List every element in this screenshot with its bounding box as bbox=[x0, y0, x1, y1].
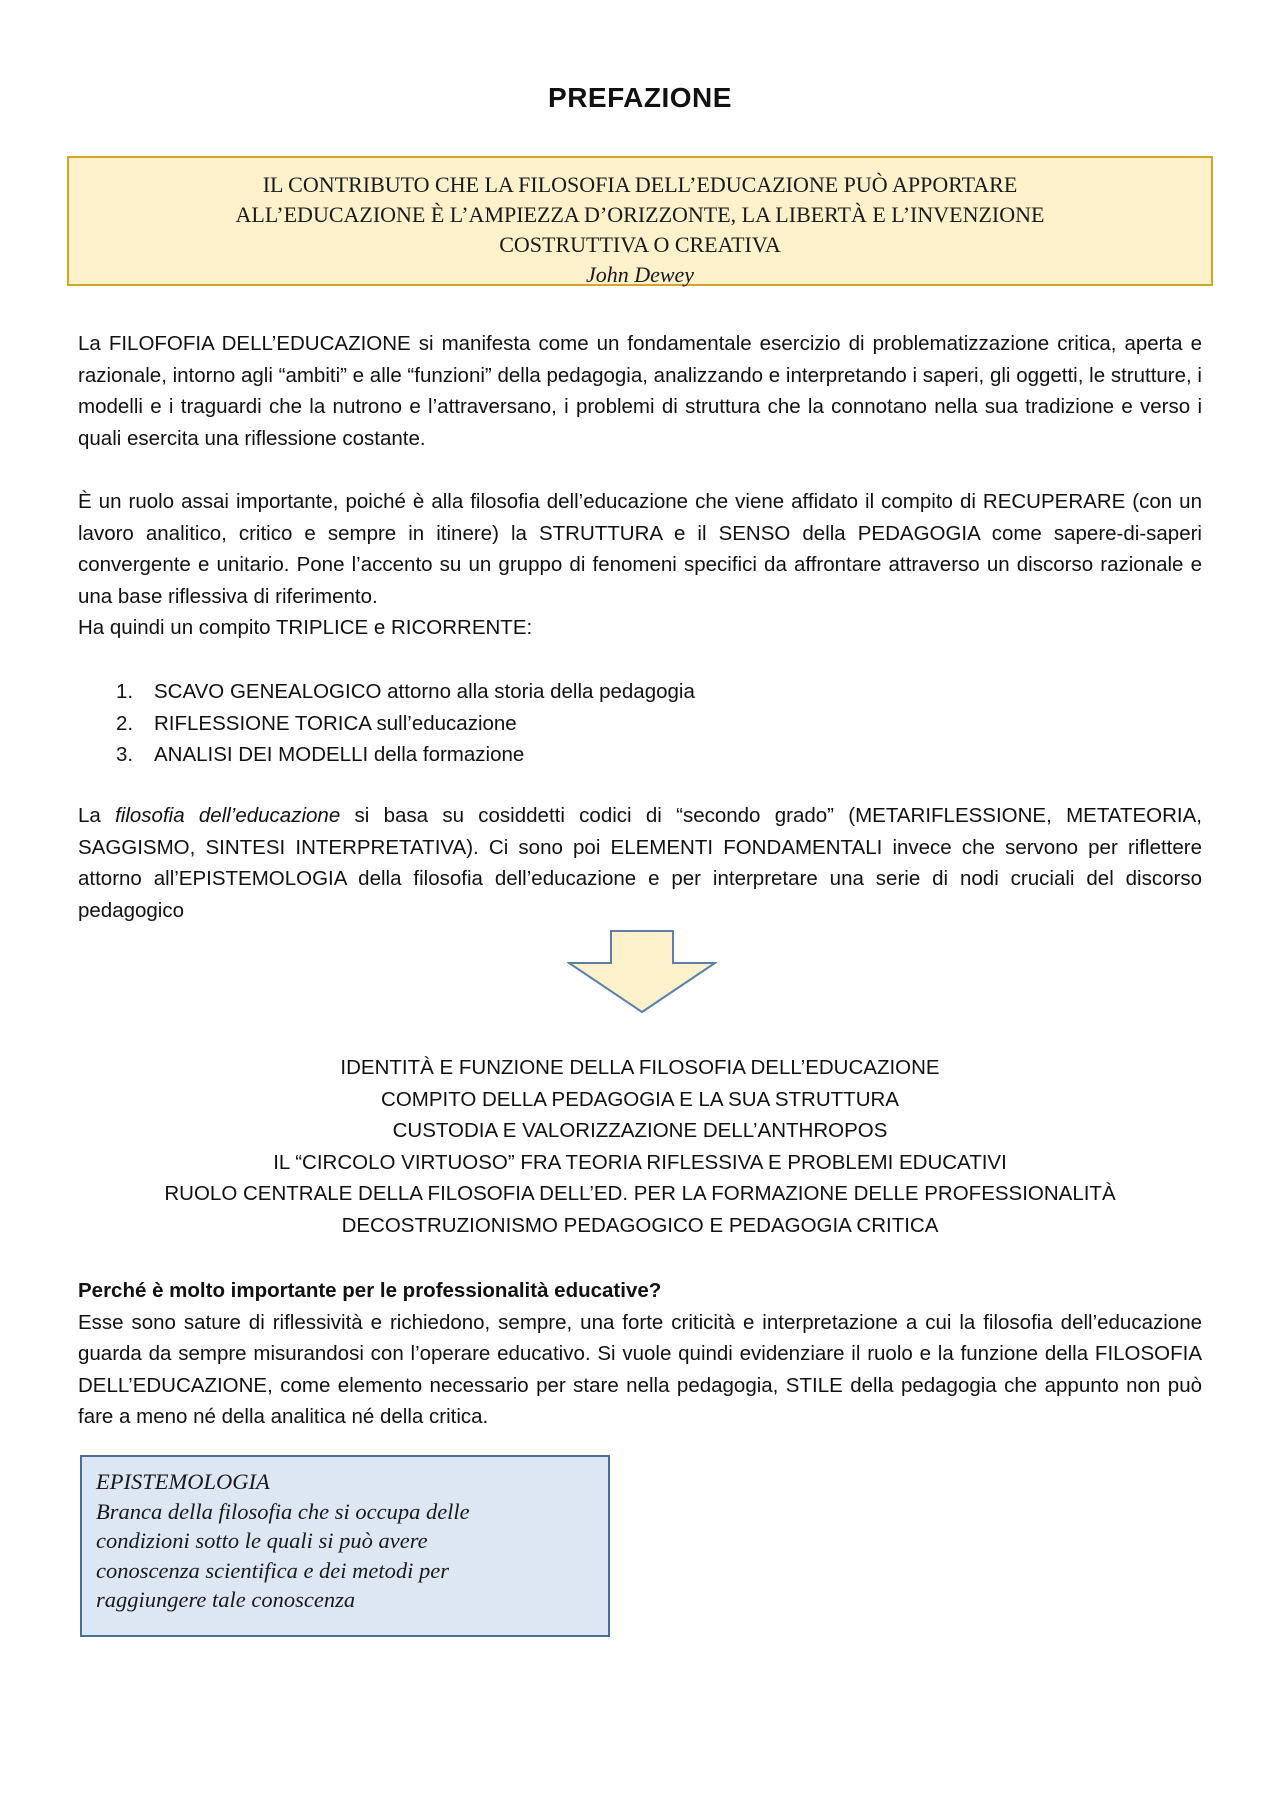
list-number: 3. bbox=[116, 743, 134, 766]
list-number: 1. bbox=[116, 680, 134, 703]
topic-line: DECOSTRUZIONISMO PEDAGOGICO E PEDAGOGIA CRITICA bbox=[341, 1213, 939, 1237]
list-text: SCAVO GENEALOGICO attorno alla storia della pedagogia bbox=[154, 680, 695, 703]
codes-lead: La bbox=[78, 804, 116, 827]
importance-answer: Esse sono sature di riflessività e richiedono, sempre, una forte criticità e interpretazione a cui la filosofia dell’educazione guarda da sempre misurandosi con l’operare educativo. Si vuole quindi evidenziare il ruolo e la funzione della FILOSOFIA DELL’EDUCAZIONE, come elemento necessario per stare nella pedagogia, STILE della pedagogia che appunto non può fare a meno né della analitica né della critica. bbox=[78, 1310, 1202, 1428]
codes-rest: si basa su cosiddetti codici di “secondo grado” (METARIFLESSIONE, METATEORIA, SAGGISMO, SINTESI INTERPRETATIVA). Ci sono poi ELEMENTI FONDAMENTALI invece che servono per riflettere attorno all’EPISTEMOLOGIA della filosofia dell’educazione e per interpretare una serie di nodi cruciali del discorso pedagogico bbox=[78, 804, 1202, 922]
definition-line: condizioni sotto le quali si può avere bbox=[96, 1528, 428, 1553]
topic-line: RUOLO CENTRALE DELLA FILOSOFIA DELL’ED. PER LA FORMAZIONE DELLE PROFESSIONALITÀ bbox=[164, 1182, 1116, 1205]
quote-box bbox=[67, 156, 1213, 286]
intro-paragraph bbox=[78, 328, 1202, 454]
down-arrow-icon bbox=[567, 930, 717, 1014]
role-paragraph bbox=[78, 486, 1202, 644]
intro-text: La FILOFOFIA DELL’EDUCAZIONE si manifesta come un fondamentale esercizio di problematizzazione critica, aperta e razionale, intorno agli “ambiti” e alle “funzioni” della pedagogia, analizzando e interpretando i saperi, gli oggetti, le strutture, i modelli e i traguardi che la nutrono e l’attraversano, i problemi di struttura che la connotano nella sua tradizione e verso i quali esercita una riflessione costante. bbox=[78, 332, 1202, 450]
definition-line: raggiungere tale conoscenza bbox=[96, 1587, 356, 1612]
definition-line: Branca della filosofia che si occupa delle bbox=[96, 1498, 470, 1524]
quote-author: John Dewey bbox=[585, 262, 695, 287]
quote-line: COSTRUTTIVA O CREATIVA bbox=[499, 232, 781, 257]
list-item bbox=[116, 739, 695, 771]
list-number: 2. bbox=[116, 711, 134, 735]
arrow-shape bbox=[569, 931, 715, 1012]
codes-paragraph bbox=[78, 800, 1202, 926]
list-item bbox=[116, 676, 695, 708]
role-text: È un ruolo assai importante, poiché è alla filosofia dell’educazione che viene affidato il compito di RECUPERARE (con un lavoro analitico, critico e sempre in itinere) la STRUTTURA e il SENSO della PEDAGOGIA come sapere-di-saperi convergente e unitario. Pone l’accento su un gruppo di fenomeni specifici da affrontare attraverso un discorso razionale e una base riflessiva di riferimento. bbox=[78, 490, 1202, 608]
list-item bbox=[116, 708, 695, 740]
topic-line: COMPITO DELLA PEDAGOGIA E LA SUA STRUTTURA bbox=[381, 1087, 899, 1111]
topic-line: IDENTITÀ E FUNZIONE DELLA FILOSOFIA DELL’EDUCAZIONE bbox=[340, 1056, 940, 1079]
definition-box bbox=[80, 1455, 610, 1637]
topic-line: IL “CIRCOLO VIRTUOSO” FRA TEORIA RIFLESSIVA E PROBLEMI EDUCATIVI bbox=[273, 1150, 1007, 1174]
codes-italic: filosofia dell’educazione bbox=[115, 804, 341, 827]
list-text: ANALISI DEI MODELLI della formazione bbox=[154, 743, 525, 766]
importance-paragraph bbox=[78, 1275, 1202, 1433]
codes-text bbox=[78, 800, 1202, 926]
importance-question: Perché è molto importante per le professionalità educative? bbox=[78, 1279, 662, 1302]
definition-line: conoscenza scientifica e dei metodi per bbox=[96, 1557, 450, 1583]
topic-line: CUSTODIA E VALORIZZAZIONE DELL’ANTHROPOS bbox=[392, 1119, 888, 1142]
quote-line: IL CONTRIBUTO CHE LA FILOSOFIA DELL’EDUCAZIONE PUÒ APPORTARE bbox=[262, 172, 1018, 197]
task-text: Ha quindi un compito TRIPLICE e RICORRENTE: bbox=[78, 616, 533, 639]
task-list bbox=[116, 676, 695, 771]
quote-line: ALL’EDUCAZIONE È L’AMPIEZZA D’ORIZZONTE, LA LIBERTÀ E L’INVENZIONE bbox=[235, 202, 1045, 227]
definition-term: EPISTEMOLOGIA bbox=[96, 1469, 270, 1494]
list-text: RIFLESSIONE TORICA sull’educazione bbox=[154, 711, 517, 735]
topics-list bbox=[0, 1052, 1280, 1241]
page-title: PREFAZIONE bbox=[548, 82, 732, 113]
